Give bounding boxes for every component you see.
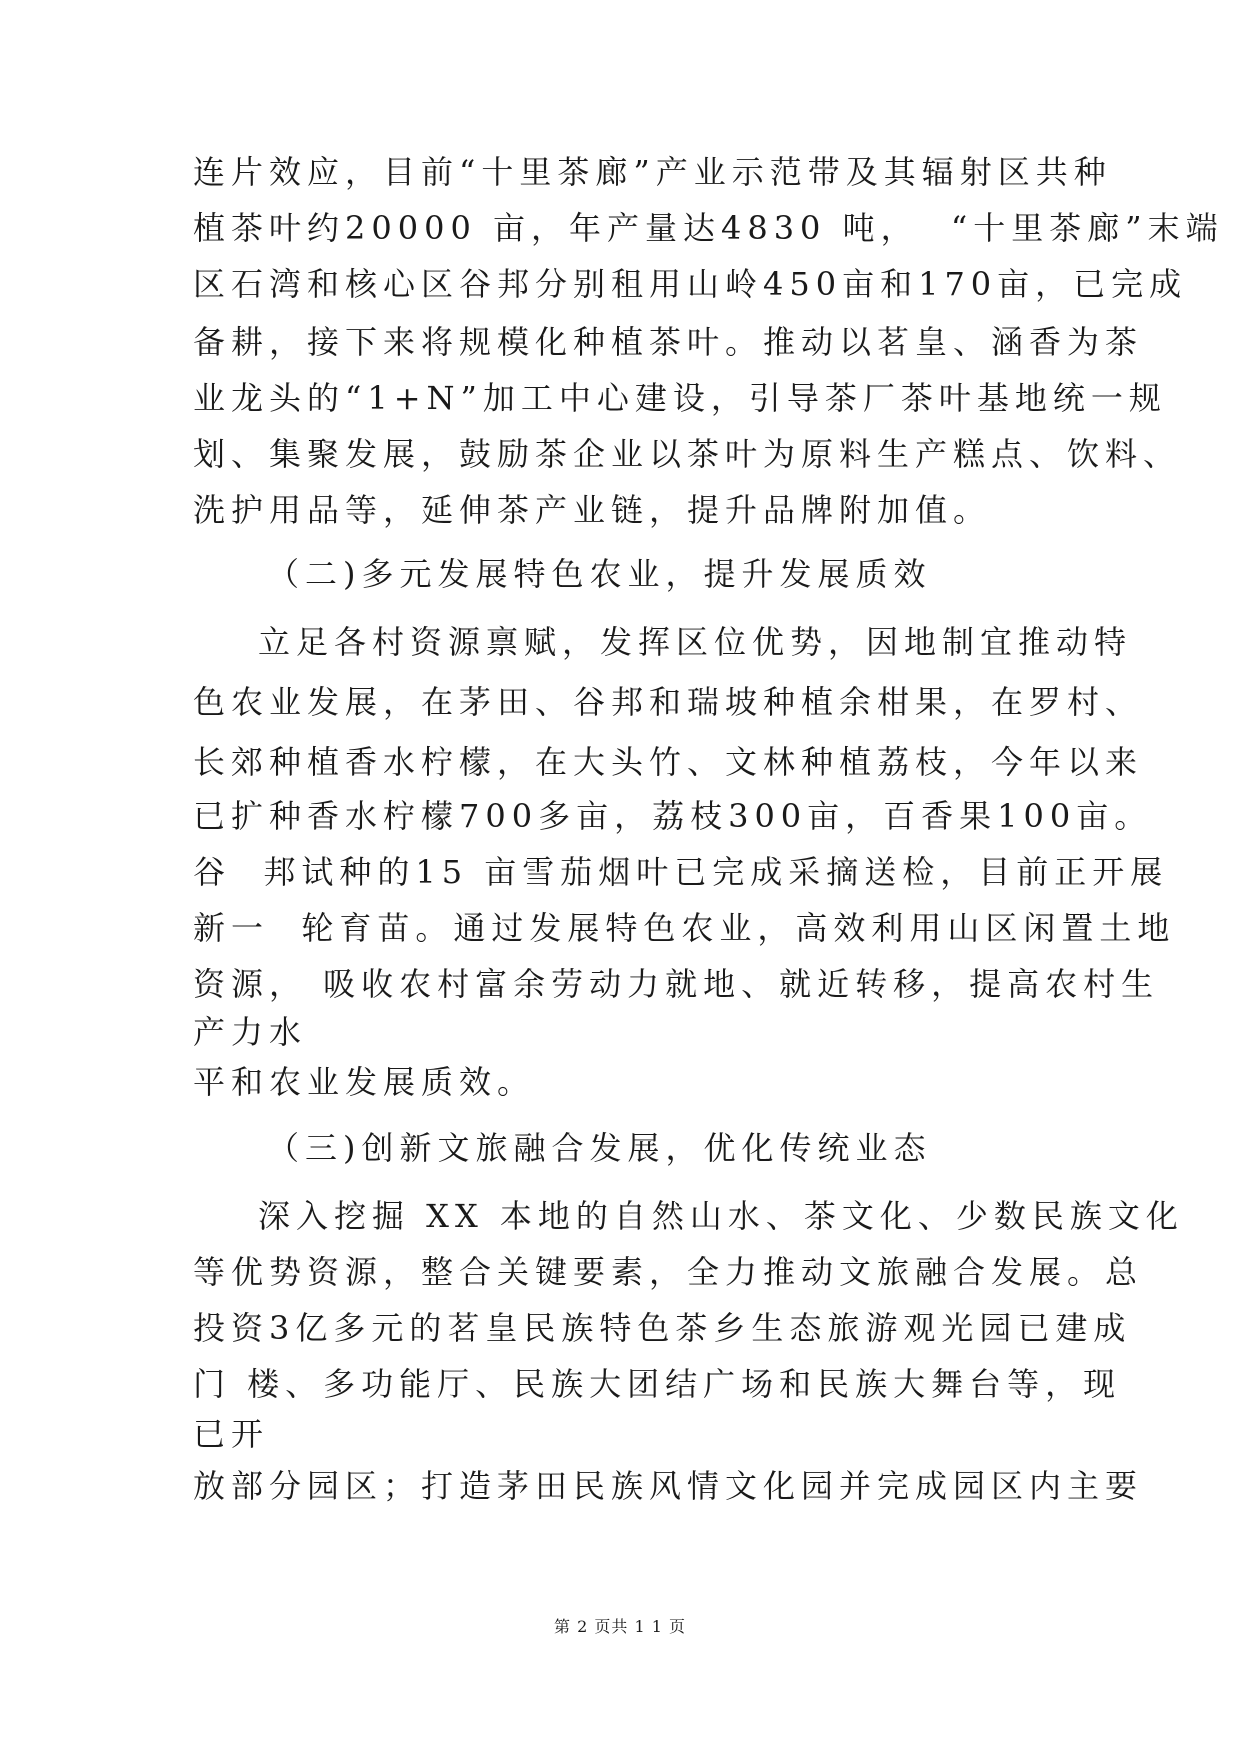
text-line-19: 深入挖掘 XX 本地的自然山水、茶文化、少数民族文化 bbox=[258, 1197, 1184, 1235]
text-line-12: 已扩种香水柠檬700多亩，荔枝300亩，百香果100亩。 bbox=[193, 797, 1153, 835]
text-line-13: 谷 邦试种的15 亩雪茄烟叶已完成采摘送检，目前正开展 bbox=[193, 853, 1169, 891]
text-line-20: 等优势资源，整合关键要素，全力推动文旅融合发展。总 bbox=[193, 1253, 1144, 1291]
text-line-5: 业龙头的“1+N”加工中心建设，引导茶厂茶叶基地统一规 bbox=[193, 379, 1167, 417]
text-line-14: 新一 轮育苗。通过发展特色农业，高效利用山区闲置土地 bbox=[193, 909, 1176, 947]
section-heading-3: （三)创新文旅融合发展，优化传统业态 bbox=[267, 1129, 932, 1167]
text-line-1: 连片效应，目前“十里茶廊”产业示范带及其辐射区共种 bbox=[193, 153, 1112, 191]
text-line-2: 植茶叶约20000 亩，年产量达4830 吨， “十里茶廊”末端 bbox=[193, 209, 1224, 247]
text-line-21: 投资3亿多元的茗皇民族特色茶乡生态旅游观光园已建成 bbox=[193, 1309, 1132, 1347]
text-line-23: 已开 bbox=[193, 1415, 270, 1453]
page-number-footer: 第 2 页共 1 1 页 bbox=[554, 1617, 686, 1636]
text-line-3: 区石湾和核心区谷邦分别租用山岭450亩和170亩，已完成 bbox=[193, 265, 1188, 303]
text-line-9: 立足各村资源禀赋，发挥区位优势，因地制宜推动特 bbox=[258, 623, 1133, 661]
section-heading-2: （二)多元发展特色农业，提升发展质效 bbox=[267, 555, 932, 593]
text-line-22: 门 楼、多功能厅、民族大团结广场和民族大舞台等，现 bbox=[193, 1365, 1122, 1403]
text-line-15: 资源， 吸收农村富余劳动力就地、就近转移，提高农村生 bbox=[193, 965, 1160, 1003]
text-line-6: 划、集聚发展，鼓励茶企业以茶叶为原料生产糕点、饮料、 bbox=[193, 435, 1182, 473]
text-line-4: 备耕，接下来将规模化种植茶叶。推动以茗皇、涵香为茶 bbox=[193, 323, 1144, 361]
text-line-10: 色农业发展，在茅田、谷邦和瑞坡种植余柑果，在罗村、 bbox=[193, 683, 1144, 721]
text-line-24: 放部分园区；打造茅田民族风情文化园并完成园区内主要 bbox=[193, 1467, 1144, 1505]
text-line-7: 洗护用品等，延伸茶产业链，提升品牌附加值。 bbox=[193, 491, 992, 529]
text-line-17: 平和农业发展质效。 bbox=[193, 1063, 536, 1101]
text-line-11: 长郊种植香水柠檬，在大头竹、文林种植荔枝，今年以来 bbox=[193, 743, 1144, 781]
text-line-16: 产力水 bbox=[193, 1013, 308, 1051]
